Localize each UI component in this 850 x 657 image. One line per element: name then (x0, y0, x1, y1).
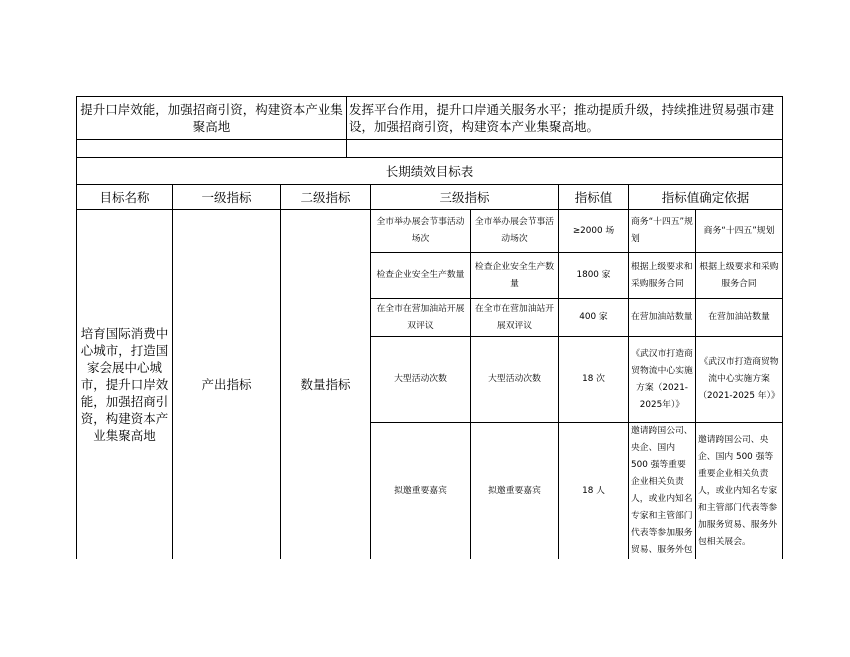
row-1-basis-b: 商务“十四五”规划 (696, 210, 783, 253)
row-2-basis-b: 根据上级要求和采购服务合同 (696, 253, 783, 299)
table-title: 长期绩效目标表 (77, 158, 783, 185)
goal-name-cell: 培育国际消费中心城市，打造国家会展中心城市，提升口岸效能，加强招商引资，构建资本产业集聚高地 (77, 210, 173, 560)
performance-table (76, 96, 783, 559)
level1-cell: 产出指标 (173, 210, 281, 560)
blank-cell-left (77, 140, 347, 158)
header-value: 指标值 (559, 185, 629, 210)
row-2-level3-a: 检查企业安全生产数量 (371, 253, 471, 299)
header-level1: 一级指标 (173, 185, 281, 210)
blank-cell-right (347, 140, 783, 158)
summary-right-cell: 发挥平台作用，提升口岸通关服务水平；推动提质升级，持续推进贸易强市建设，加强招商引资，构建资本产业集聚高地。 (347, 97, 783, 140)
row-3-basis-a: 在营加油站数量 (629, 299, 696, 337)
row-2-value: 1800 家 (559, 253, 629, 299)
summary-left-cell: 提升口岸效能，加强招商引资，构建资本产业集聚高地 (77, 97, 347, 140)
row-4-basis-a: 《武汉市打造商贸物流中心实施方案（2021-2025年）》 (629, 337, 696, 423)
row-3-level3-a: 在全市在营加油站开展双评议 (371, 299, 471, 337)
row-1-level3-a: 全市举办展会节事活动场次 (371, 210, 471, 253)
header-basis: 指标值确定依据 (629, 185, 783, 210)
row-3-value: 400 家 (559, 299, 629, 337)
row-5-basis-a: 邀请跨国公司、央企、国内 500 强等重要企业相关负责人，或业内知名专家和主管部门代表等参加服务贸易、服务外包 (629, 423, 696, 560)
header-level2: 二级指标 (281, 185, 371, 210)
row-1-value: ≥2000 场 (559, 210, 629, 253)
row-5-value: 18 人 (559, 423, 629, 560)
row-3-level3-b: 在全市在营加油站开展双评议 (471, 299, 559, 337)
row-3-basis-b: 在营加油站数量 (696, 299, 783, 337)
row-5-level3-b: 拟邀重要嘉宾 (471, 423, 559, 560)
row-4-level3-b: 大型活动次数 (471, 337, 559, 423)
level2-cell: 数量指标 (281, 210, 371, 560)
row-5-basis-b: 邀请跨国公司、央企、国内 500 强等重要企业相关负责人，或业内知名专家和主管部门代表等参加服务贸易、服务外包相关展会。 (696, 423, 783, 560)
row-4-basis-b: 《武汉市打造商贸物流中心实施方案（2021-2025 年）》 (696, 337, 783, 423)
row-2-basis-a: 根据上级要求和采购服务合同 (629, 253, 696, 299)
header-goal-name: 目标名称 (77, 185, 173, 210)
row-4-level3-a: 大型活动次数 (371, 337, 471, 423)
row-1-basis-a: 商务“十四五”规划 (629, 210, 696, 253)
header-level3: 三级指标 (371, 185, 559, 210)
row-5-level3-a: 拟邀重要嘉宾 (371, 423, 471, 560)
row-2-level3-b: 检查企业安全生产数量 (471, 253, 559, 299)
row-4-value: 18 次 (559, 337, 629, 423)
row-1-level3-b: 全市举办展会节事活动场次 (471, 210, 559, 253)
